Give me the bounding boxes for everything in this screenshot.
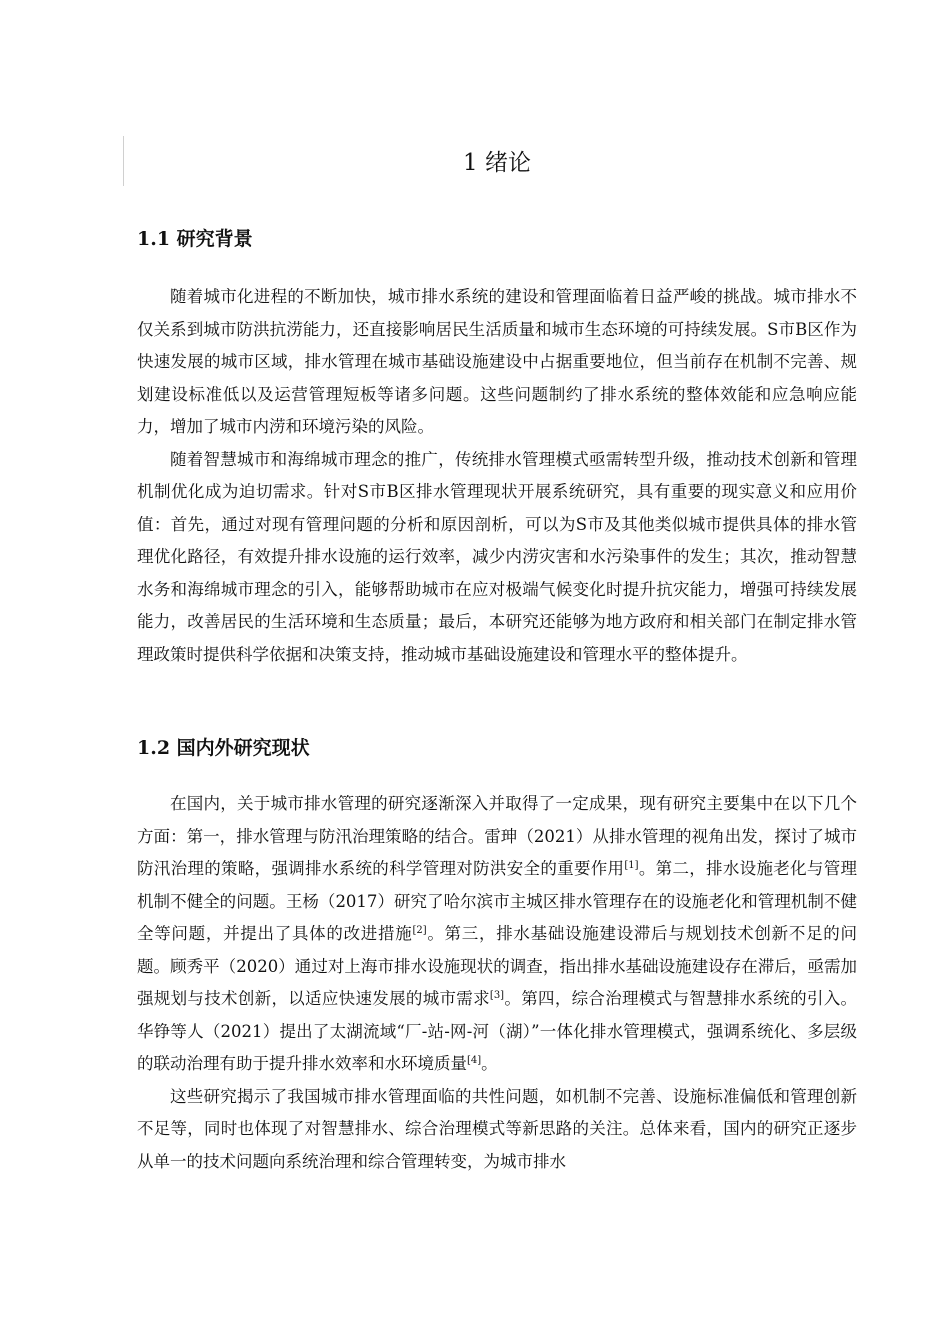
citation-1: [1] bbox=[624, 860, 639, 871]
citation-3: [3] bbox=[489, 990, 505, 1001]
citation-2: [2] bbox=[412, 925, 427, 936]
paragraph: 这些研究揭示了我国城市排水管理面临的共性问题，如机制不完善、设施标准偏低和管理创新不足等，同时也体现了对智慧排水、综合治理模式等新思路的关注。总体来看，国内的研究正逐步从单一的技术问题向系统治理和综合管理转变，为城市排水 bbox=[137, 1086, 857, 1171]
text-run: 。第四，综合治理模式与智慧排水系统的引入。华铮等人（2021）提出了太湖流域“厂-站-网-河（湖）”一体化排水管理模式，强调系统化、多层级的联动治理有助于提升排水效率和水环境质量 bbox=[137, 989, 858, 1073]
citation-4: [4] bbox=[467, 1055, 482, 1066]
section-1-2-body bbox=[137, 788, 857, 1178]
paragraph: 随着城市化进程的不断加快，城市排水系统的建设和管理面临着日益严峻的挑战。城市排水不仅关系到城市防洪抗涝能力，还直接影响居民生活质量和城市生态环境的可持续发展。S市B区作为快速发展的城市区域，排水管理在城市基础设施建设中占据重要地位，但当前存在机制不完善、规划建设标准低以及运营管理短板等诸多问题。这些问题制约了排水系统的整体效能和应急响应能力，增加了城市内涝和环境污染的风险。 bbox=[137, 287, 857, 436]
margin-rule bbox=[123, 136, 124, 186]
paragraph bbox=[137, 788, 857, 1081]
section-1-1-body bbox=[137, 281, 857, 671]
text-run: 。 bbox=[481, 1054, 498, 1073]
text-run: 在国内，关于城市排水管理的研究逐渐深入并取得了一定成果，现有研究主要集中在以下几个方面：第一，排水管理与防汛治理策略的结合。雷珅（2021）从排水管理的视角出发，探讨了城市防汛治理的策略，强调排水系统的科学管理对防洪安全的重要作用 bbox=[137, 794, 857, 878]
section-heading-1-1: 1.1 研究背景 bbox=[137, 228, 253, 250]
text-run: 。第二，排水设施老化与管理机制不健全的问题。王杨（2017）研究了哈尔滨市主城区排水管理存在的设施老化和管理机制不健全等问题，并提出了具体的改进措施 bbox=[137, 859, 858, 943]
paragraph: 随着智慧城市和海绵城市理念的推广，传统排水管理模式亟需转型升级，推动技术创新和管理机制优化成为迫切需求。针对S市B区排水管理现状开展系统研究，具有重要的现实意义和应用价值：首先，通过对现有管理问题的分析和原因剖析，可以为S市及其他类似城市提供具体的排水管理优化路径，有效提升排水设施的运行效率，减少内涝灾害和水污染事件的发生；其次，推动智慧水务和海绵城市理念的引入，能够帮助城市在应对极端气候变化时提升抗灾能力，增强可持续发展能力，改善居民的生活环境和生态质量；最后，本研究还能够为地方政府和相关部门在制定排水管理政策时提供科学依据和决策支持，推动城市基础设施建设和管理水平的整体提升。 bbox=[137, 449, 857, 664]
text-run: 。第三，排水基础设施建设滞后与规划技术创新不足的问题。顾秀平（2020）通过对上海市排水设施现状的调查，指出排水基础设施建设存在滞后，亟需加强规划与技术创新，以适应快速发展的城市需求 bbox=[137, 924, 858, 1008]
section-heading-1-2: 1.2 国内外研究现状 bbox=[137, 737, 310, 759]
chapter-title: 1 绪论 bbox=[463, 150, 531, 176]
